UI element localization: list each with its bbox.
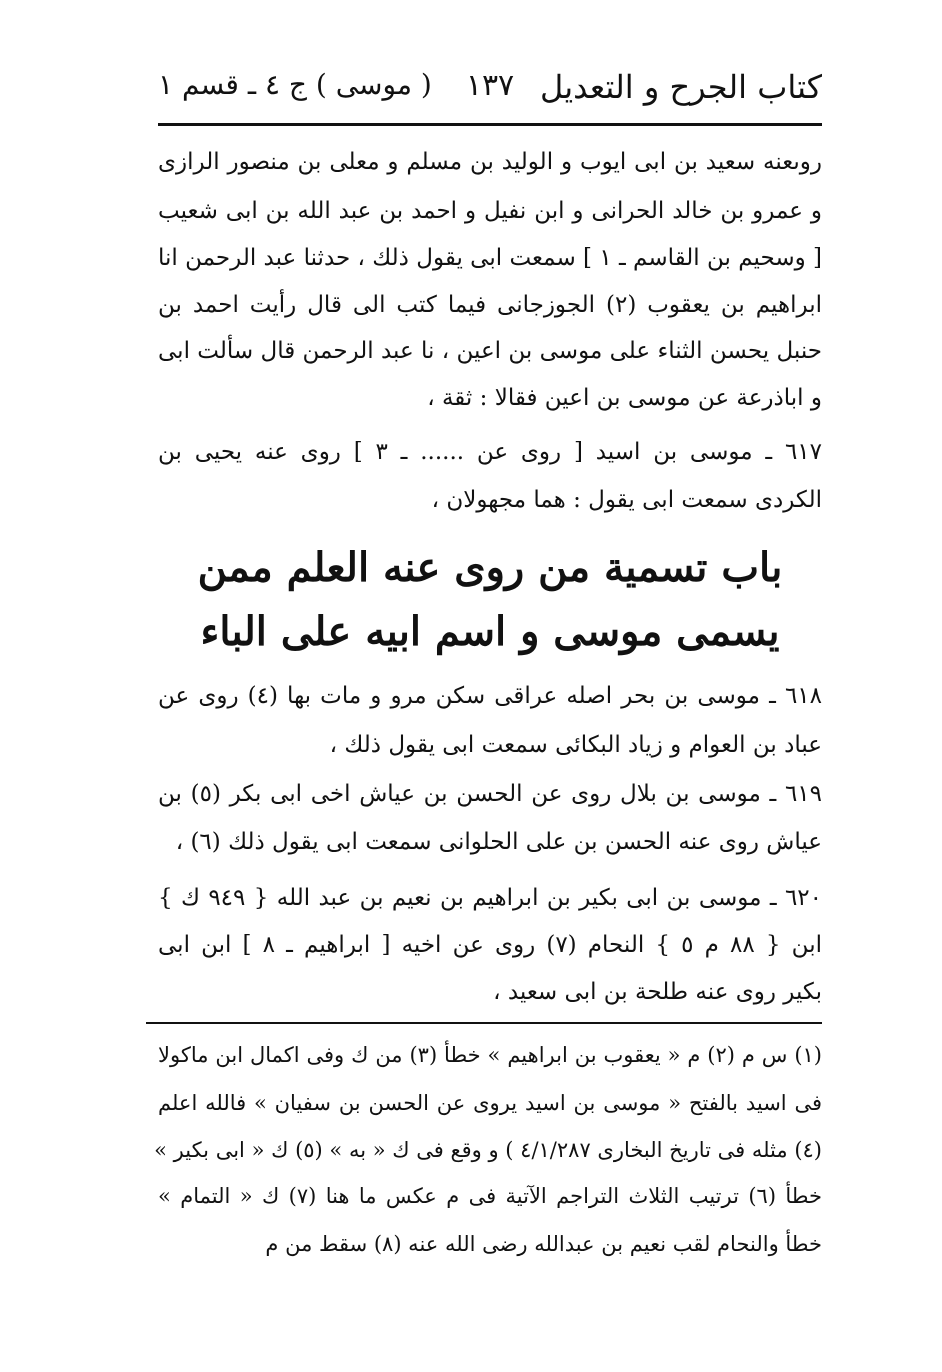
header-rule: [158, 123, 822, 126]
entry-620-line: ابن { ٨٨ م ٥ } النحام (٧) روى عن اخيه [ ابراهيم ـ ٨ ] ابن ابى: [158, 932, 822, 958]
footnote-line: فى اسيد بالفتح « موسى بن اسيد يروى عن الحسن بن سفيان » فالله اعلم: [158, 1091, 822, 1115]
body-line: ابراهيم بن يعقوب (٢) الجوزجانى فيما كتب الى قال رأيت احمد بن: [158, 292, 822, 318]
entry-617-line: ٦١٧ ـ موسى بن اسيد [ روى عن ...... ـ ٣ ] روى عنه يحيى بن: [158, 439, 822, 465]
body-line: و عمرو بن خالد الحرانى و ابن نفيل و احمد بن عبد الله بن ابى شعيب: [158, 198, 822, 224]
body-line: و اباذرعة عن موسى بن اعين فقالا : ثقة ،: [427, 385, 822, 411]
section-heading-line: باب تسمية من روى عنه العلم ممن: [197, 544, 783, 591]
body-line: حنبل يحسن الثناء على موسى بن اعين ، نا عبد الرحمن قال سألت ابى: [158, 338, 822, 364]
footnote-rule: [146, 1022, 822, 1024]
page-header: [158, 60, 822, 118]
entry-617-line: الكردى سمعت ابى يقول : هما مجهولان ،: [431, 487, 822, 513]
book-title: كتاب الجرح و التعديل: [539, 68, 822, 106]
entry-618-line: عباد بن العوام و زياد البكائى سمعت ابى يقول ذلك ،: [329, 732, 822, 758]
section-heading-line: يسمى موسى و اسم ابيه على الباء: [200, 608, 780, 655]
entry-618-line: ٦١٨ ـ موسى بن بحر اصله عراقى سكن مرو و مات بها (٤) روى عن: [158, 683, 822, 709]
body-line: [ وسحيم بن القاسم ـ ١ ] سمعت ابى يقول ذلك ، حدثنا عبد الرحمن انا: [158, 245, 822, 271]
footnote-line: (٤) مثله فى تاريخ البخارى ٤/١/٢٨٧ ) و وقع فى ك « به » (٥) ك « ابى بكير »: [154, 1138, 822, 1162]
entry-620-line: بكير روى عنه طلحة بن ابى سعيد ،: [493, 979, 822, 1005]
footnote-line: خطأ (٦) ترتيب الثلاث التراجم الآتية فى م عكس ما هنا (٧) ك « التمام »: [158, 1184, 822, 1208]
body-line: روىعنه سعيد بن ابى ايوب و الوليد بن مسلم و معلى بن منصور الرازى: [158, 149, 822, 175]
entry-619-line: ٦١٩ ـ موسى بن بلال روى عن الحسن بن عياش اخى ابى بكر (٥) بن: [158, 781, 822, 807]
entry-620-line: ٦٢٠ ـ موسى بن ابى بكير بن ابراهيم بن نعيم بن عبد الله { ٩٤٩ ك }: [158, 885, 822, 911]
footnote-line: خطأ والنحام لقب نعيم بن عبدالله رضى الله عنه (٨) سقط من م: [265, 1232, 822, 1256]
footnote-line: (١) س م (٢) م « يعقوب بن ابراهيم » خطأ (٣) من ك وفى اكمال ابن ماكولا: [158, 1043, 822, 1067]
section-label: ( موسى ) ج ٤ ـ قسم ١: [158, 68, 432, 101]
entry-619-line: عياش روى عنه الحسن بن على الحلوانى سمعت ابى يقول ذلك (٦) ،: [175, 829, 822, 855]
page-number: ١٣٧: [465, 68, 515, 103]
